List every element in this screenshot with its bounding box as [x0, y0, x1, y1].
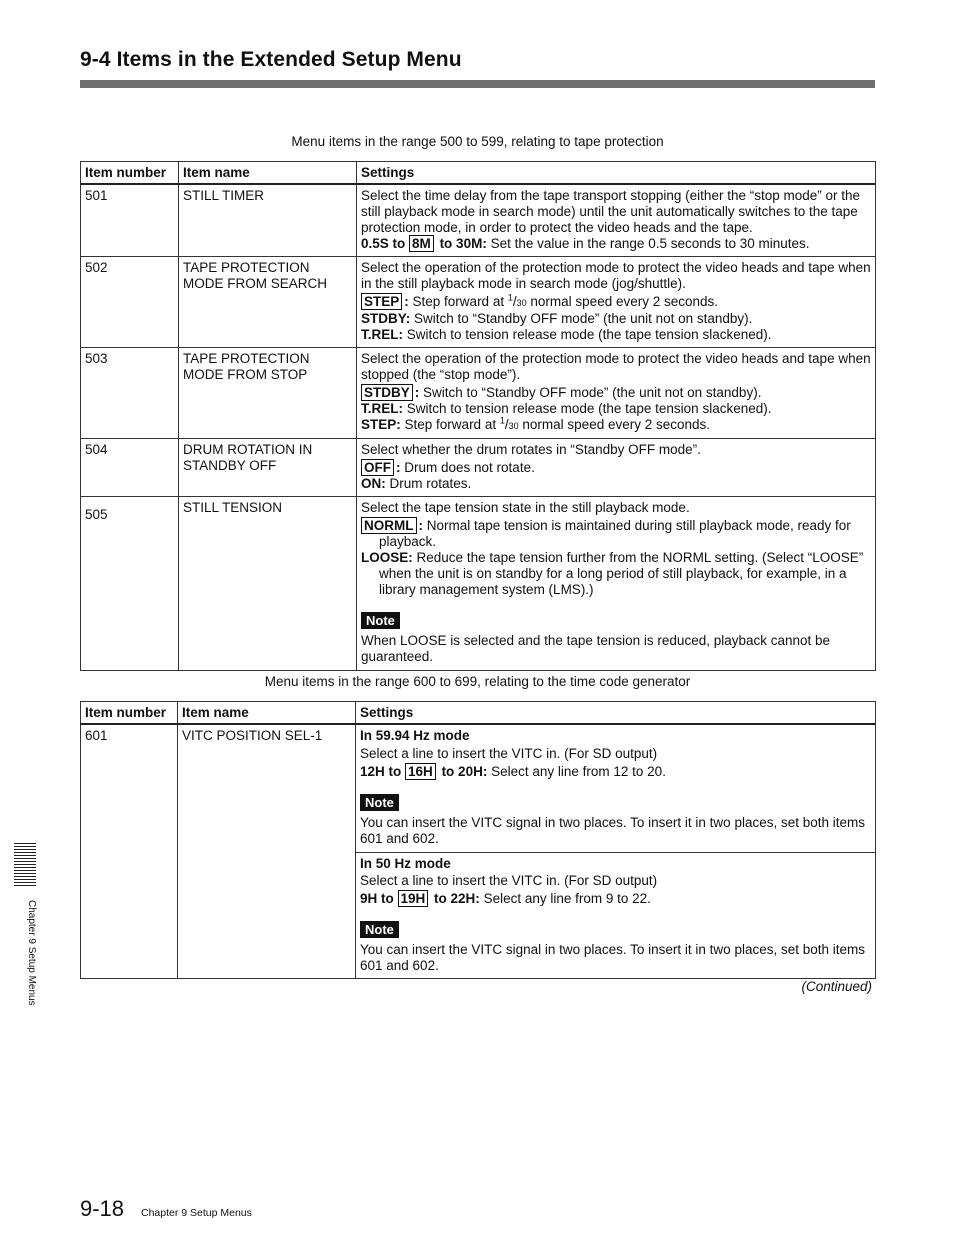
option-key: STEP: — [361, 417, 401, 432]
option-text: Reduce the tape tension further from the NORML setting. (Select “LOOSE” when the unit is on standby for a long period of still playback, for example, in a library management system (LMS).) — [379, 550, 864, 597]
option-colon: : — [414, 385, 420, 400]
option-text: Switch to “Standby OFF mode” (the unit not on standby). — [414, 311, 753, 326]
option-stdby — [361, 385, 871, 401]
item-name: TAPE PROTECTION MODE FROM STOP — [179, 348, 357, 439]
fraction-denominator: 30 — [516, 298, 527, 308]
note-text: You can insert the VITC signal in two places. To insert it in two places, set both items 601 and 602. — [360, 815, 866, 846]
table2-caption: Menu items in the range 600 to 699, relating to the time code generator — [264, 674, 691, 689]
header-item-number: Item number — [81, 162, 179, 185]
side-chapter-label: Chapter 9 Setup Menus — [26, 900, 37, 1006]
setting-range — [361, 236, 871, 252]
item-settings — [357, 497, 876, 671]
note-text: You can insert the VITC signal in two places. To insert it in two places, set both items 601 and 602. — [360, 941, 866, 973]
table-row — [81, 348, 876, 439]
table1-caption: Menu items in the range 500 to 599, relating to tape protection — [291, 134, 664, 149]
setting-description: Select the operation of the protection mode to protect the video heads and tape when in the still playback mode in search mode (jog/shuttle). — [361, 260, 871, 291]
tape-protection-table — [80, 161, 876, 671]
fraction-denominator: 30 — [508, 421, 519, 431]
option-text: Switch to “Standby OFF mode” (the unit not on standby). — [423, 385, 762, 400]
range-text: Select any line from 12 to 20. — [491, 764, 666, 779]
item-settings — [357, 439, 876, 497]
default-value-box: 8M — [409, 235, 434, 252]
item-settings — [357, 348, 876, 439]
time-code-table — [80, 701, 876, 979]
option-step: STEP: Step forward at $^1$/30 normal speed every 2 seconds. — [361, 415, 711, 432]
default-value-box: OFF — [361, 459, 394, 476]
default-value-box: 16H — [405, 763, 436, 780]
option-text: normal speed every 2 seconds. — [522, 417, 711, 432]
header-item-number: Item number — [81, 702, 178, 725]
range-end: to 22H: — [434, 890, 480, 906]
heading-rule — [80, 80, 875, 88]
item-settings — [356, 852, 876, 978]
range-end: to 30M: — [439, 236, 487, 251]
option-loose — [361, 550, 871, 598]
range-text: Set the value in the range 0.5 seconds to 30 minutes. — [490, 236, 810, 251]
fraction-numerator: 1 — [507, 292, 513, 303]
option-text: Normal tape tension is maintained during still playback mode, ready for playback. — [379, 518, 851, 549]
note-label: Note — [361, 612, 400, 629]
continued-label: (Continued) — [801, 979, 872, 994]
page-heading: 9-4 Items in the Extended Setup Menu — [80, 48, 462, 71]
item-number: 501 — [81, 184, 179, 257]
option-text: Step forward at — [412, 294, 505, 309]
footer-chapter-label: Chapter 9 Setup Menus — [141, 1207, 252, 1219]
note-text: When LOOSE is selected and the tape tension is reduced, playback cannot be guaranteed. — [361, 633, 831, 664]
mode-title: In 50 Hz mode — [360, 855, 451, 871]
table-row — [81, 184, 876, 257]
option-text: Drum does not rotate. — [404, 460, 535, 475]
option-step: STEP : Step forward at $^1$/30 normal speed every 2 seconds. — [361, 294, 871, 311]
header-item-name: Item name — [178, 702, 356, 725]
note-label: Note — [360, 921, 399, 938]
option-text: normal speed every 2 seconds. — [530, 294, 719, 309]
chapter-tab-marker — [14, 843, 36, 888]
setting-description: Select the time delay from the tape transport stopping (either the “stop mode” or the still playback mode in search mode) until the unit automatically switches to the tape protection mode, in order to protect the video heads and the tape. — [361, 188, 861, 235]
option-norml — [361, 518, 871, 550]
option-key: T.REL: — [361, 401, 403, 416]
note-label: Note — [360, 794, 399, 811]
range-end: to 20H: — [441, 764, 488, 779]
option-trel — [361, 327, 871, 343]
item-settings — [357, 257, 876, 348]
option-key: STDBY: — [361, 311, 411, 326]
table-row — [81, 497, 876, 671]
mode-title: In 59.94 Hz mode — [360, 728, 470, 743]
setting-description: Select the tape tension state in the still playback mode. — [361, 500, 690, 515]
option-trel — [361, 401, 871, 417]
item-name: DRUM ROTATION IN STANDBY OFF — [179, 439, 357, 497]
option-off — [361, 460, 871, 476]
option-colon: : — [404, 294, 409, 309]
option-text: Step forward at — [404, 417, 497, 432]
item-number: 502 — [81, 257, 179, 348]
table-header-row — [81, 162, 876, 185]
table-row — [81, 724, 876, 852]
item-number: 601 — [81, 724, 178, 978]
item-settings — [356, 724, 876, 852]
default-value-box: STEP — [361, 293, 402, 310]
range-start: 12H to — [360, 764, 402, 779]
header-item-name: Item name — [179, 162, 357, 185]
option-key: T.REL: — [361, 327, 403, 342]
table-row — [81, 439, 876, 497]
item-number: 503 — [81, 348, 179, 439]
setting-range — [360, 764, 871, 780]
default-value-box: STDBY — [361, 384, 413, 401]
item-number: 505 — [81, 497, 179, 671]
fraction-numerator: 1 — [499, 415, 505, 426]
range-start: 9H to — [360, 890, 394, 906]
setting-description: Select the operation of the protection mode to protect the video heads and tape when stopped (the “stop mode”). — [361, 351, 871, 382]
option-text: Drum rotates. — [389, 476, 472, 491]
page-number: 9-18 — [80, 1196, 125, 1221]
table-row — [81, 257, 876, 348]
item-name: TAPE PROTECTION MODE FROM SEARCH — [179, 257, 357, 348]
setting-description: Select whether the drum rotates in “Standby OFF mode”. — [361, 442, 701, 457]
setting-description: Select a line to insert the VITC in. (For SD output) — [360, 872, 658, 888]
item-name: STILL TIMER — [179, 184, 357, 257]
item-number: 504 — [81, 439, 179, 497]
option-key: LOOSE: — [361, 550, 413, 565]
option-on — [361, 476, 871, 492]
table-header-row — [81, 702, 876, 725]
setting-range — [360, 891, 871, 907]
range-start: 0.5S to — [361, 236, 406, 251]
setting-description: Select a line to insert the VITC in. (For SD output) — [360, 746, 658, 761]
default-value-box: 19H — [398, 890, 429, 907]
item-name: STILL TENSION — [179, 497, 357, 671]
item-name: VITC POSITION SEL-1 — [178, 724, 356, 978]
option-text: Switch to tension release mode (the tape tension slackened). — [406, 401, 772, 416]
option-colon: : — [396, 460, 401, 475]
option-colon: : — [418, 518, 423, 533]
option-stdby — [361, 311, 871, 327]
header-settings: Settings — [356, 702, 876, 725]
range-text: Select any line from 9 to 22. — [483, 890, 651, 906]
header-settings: Settings — [357, 162, 876, 185]
option-text: Switch to tension release mode (the tape tension slackened). — [406, 327, 772, 342]
option-key: ON: — [361, 476, 386, 491]
item-settings — [357, 184, 876, 257]
default-value-box: NORML — [361, 517, 417, 534]
